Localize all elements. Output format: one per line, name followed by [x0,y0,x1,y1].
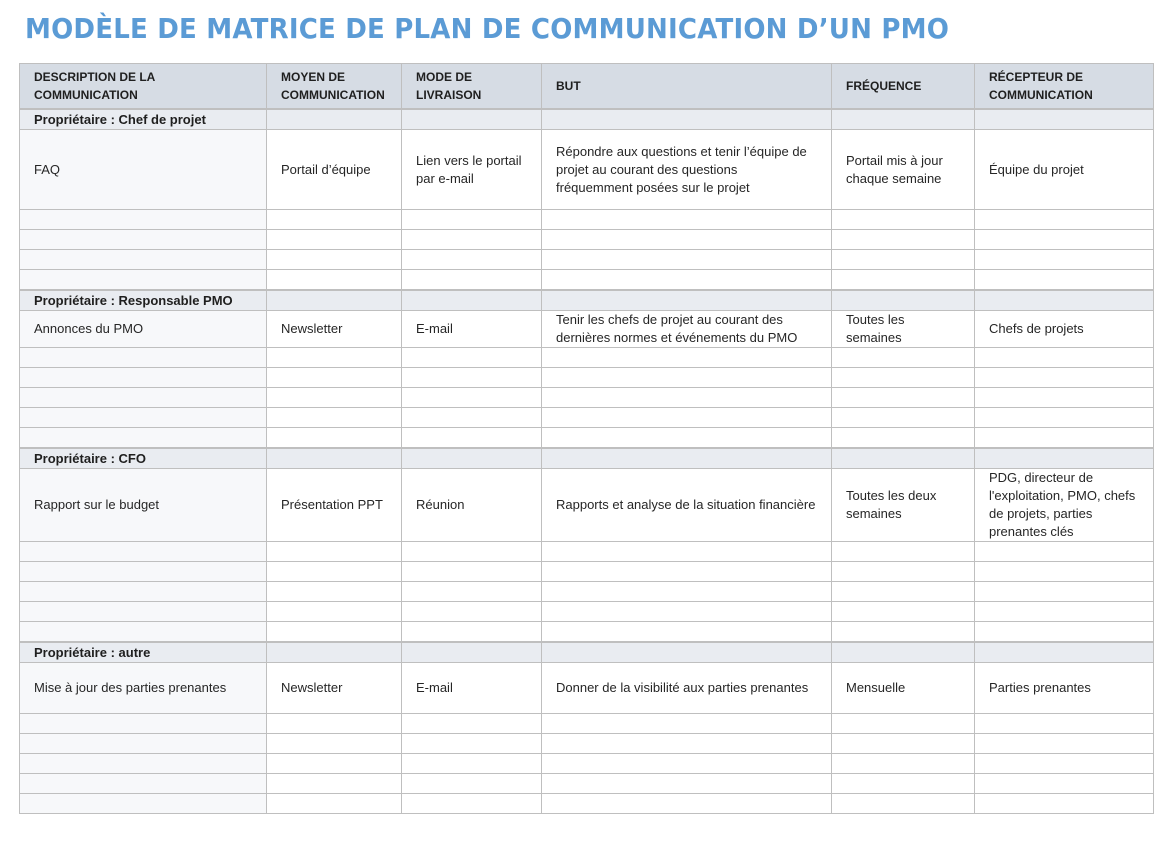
cell-medium[interactable]: Newsletter [267,311,402,348]
cell-frequency[interactable]: Toutes les semaines [832,311,975,348]
cell[interactable] [832,774,975,794]
cell[interactable] [975,109,1154,130]
cell[interactable] [832,714,975,734]
cell[interactable] [542,448,832,469]
cell[interactable] [20,542,267,562]
cell[interactable] [975,230,1154,250]
blank-row [20,348,1154,368]
cell[interactable] [267,210,402,230]
cell[interactable] [402,754,542,774]
cell[interactable] [542,210,832,230]
cell[interactable] [832,250,975,270]
cell[interactable] [267,448,402,469]
blank-row [20,714,1154,734]
cell[interactable] [542,270,832,291]
cell[interactable] [832,368,975,388]
cell[interactable] [975,562,1154,582]
table-row [20,663,1154,714]
cell[interactable] [20,388,267,408]
cell[interactable] [402,582,542,602]
cell[interactable] [267,428,402,449]
cell[interactable] [542,714,832,734]
cell[interactable] [20,428,267,449]
cell[interactable] [832,348,975,368]
blank-row [20,754,1154,774]
cell[interactable] [402,250,542,270]
cell[interactable] [402,542,542,562]
cell[interactable] [542,582,832,602]
group-row-owner [20,109,1154,130]
header-medium[interactable]: MOYEN DE COMMUNICATION [267,64,402,110]
cell[interactable] [832,408,975,428]
cell[interactable] [267,582,402,602]
header-recipient[interactable]: RÉCEPTEUR DE COMMUNICATION [975,64,1154,110]
cell[interactable] [542,622,832,643]
cell[interactable] [975,734,1154,754]
cell-delivery[interactable]: E-mail [402,663,542,714]
cell[interactable] [832,290,975,311]
blank-row [20,428,1154,449]
cell[interactable] [267,734,402,754]
cell[interactable] [832,754,975,774]
cell[interactable] [20,562,267,582]
cell-description[interactable]: Rapport sur le budget [20,469,267,542]
cell[interactable] [20,734,267,754]
cell[interactable] [402,428,542,449]
blank-row [20,388,1154,408]
cell[interactable] [402,109,542,130]
header-frequency[interactable]: FRÉQUENCE [832,64,975,110]
cell[interactable] [975,582,1154,602]
cell[interactable] [832,642,975,663]
cell[interactable] [832,230,975,250]
cell[interactable] [20,794,267,814]
cell[interactable] [267,602,402,622]
cell[interactable] [542,602,832,622]
cell-medium[interactable]: Portail d’équipe [267,130,402,210]
blank-row [20,582,1154,602]
cell[interactable] [267,270,402,291]
cell[interactable] [20,754,267,774]
cell[interactable] [20,582,267,602]
cell[interactable] [267,642,402,663]
cell-delivery[interactable]: E-mail [402,311,542,348]
cell[interactable] [542,794,832,814]
group-row-owner [20,642,1154,663]
cell[interactable] [832,734,975,754]
cell[interactable] [402,348,542,368]
cell-recipient[interactable]: Équipe du projet [975,130,1154,210]
cell-description[interactable]: Mise à jour des parties prenantes [20,663,267,714]
cell[interactable] [20,230,267,250]
cell[interactable] [975,368,1154,388]
cell[interactable] [832,388,975,408]
cell-medium[interactable]: Présentation PPT [267,469,402,542]
cell[interactable] [975,428,1154,449]
owner-label[interactable]: Propriétaire : CFO [20,448,267,469]
cell[interactable] [542,290,832,311]
cell[interactable] [267,562,402,582]
cell-description[interactable]: FAQ [20,130,267,210]
header-row [20,64,1154,110]
cell-frequency[interactable]: Toutes les deux semaines [832,469,975,542]
cell-description[interactable]: Annonces du PMO [20,311,267,348]
cell[interactable] [542,388,832,408]
cell[interactable] [20,210,267,230]
cell-recipient[interactable]: Parties prenantes [975,663,1154,714]
cell[interactable] [975,602,1154,622]
cell[interactable] [832,582,975,602]
cell[interactable] [402,774,542,794]
cell[interactable] [542,408,832,428]
table-row [20,130,1154,210]
cell[interactable] [975,250,1154,270]
cell[interactable] [975,210,1154,230]
cell[interactable] [20,714,267,734]
owner-label[interactable]: Propriétaire : Chef de projet [20,109,267,130]
header-description[interactable]: DESCRIPTION DE LA COMMUNICATION [20,64,267,110]
cell[interactable] [975,774,1154,794]
cell[interactable] [20,622,267,643]
cell[interactable] [402,642,542,663]
cell[interactable] [975,270,1154,291]
cell[interactable] [402,734,542,754]
cell[interactable] [975,622,1154,643]
cell[interactable] [267,754,402,774]
owner-label[interactable]: Propriétaire : Responsable PMO [20,290,267,311]
blank-row [20,270,1154,291]
cell[interactable] [975,754,1154,774]
blank-row [20,794,1154,814]
group-row-owner [20,448,1154,469]
cell[interactable] [832,602,975,622]
cell-purpose[interactable]: Donner de la visibilité aux parties prenantes [542,663,832,714]
cell[interactable] [542,754,832,774]
cell[interactable] [832,542,975,562]
cell[interactable] [402,448,542,469]
cell[interactable] [267,109,402,130]
cell[interactable] [542,428,832,449]
header-delivery[interactable]: MODE DE LIVRAISON [402,64,542,110]
cell[interactable] [267,774,402,794]
header-purpose[interactable]: BUT [542,64,832,110]
cell[interactable] [832,622,975,643]
table-row [20,311,1154,348]
cell-purpose[interactable]: Répondre aux questions et tenir l’équipe de projet au courant des questions fréquemment posées sur le projet [542,130,832,210]
cell[interactable] [402,794,542,814]
communication-matrix-table [19,63,1154,814]
cell[interactable] [975,448,1154,469]
cell[interactable] [975,794,1154,814]
cell[interactable] [832,448,975,469]
cell[interactable] [267,794,402,814]
cell[interactable] [402,408,542,428]
cell[interactable] [402,270,542,291]
cell[interactable] [542,562,832,582]
cell[interactable] [542,109,832,130]
cell[interactable] [975,388,1154,408]
cell[interactable] [20,270,267,291]
cell[interactable] [975,290,1154,311]
blank-row [20,602,1154,622]
cell[interactable] [20,348,267,368]
cell[interactable] [20,368,267,388]
cell[interactable] [975,348,1154,368]
cell[interactable] [402,290,542,311]
cell[interactable] [267,388,402,408]
cell[interactable] [20,774,267,794]
cell[interactable] [267,230,402,250]
cell[interactable] [832,210,975,230]
cell[interactable] [402,230,542,250]
owner-label[interactable]: Propriétaire : autre [20,642,267,663]
cell[interactable] [20,602,267,622]
cell[interactable] [267,368,402,388]
cell[interactable] [402,368,542,388]
cell[interactable] [267,542,402,562]
cell[interactable] [832,270,975,291]
cell[interactable] [832,428,975,449]
blank-row [20,210,1154,230]
blank-row [20,230,1154,250]
cell-recipient[interactable]: PDG, directeur de l'exploitation, PMO, chefs de projets, parties prenantes clés [975,469,1154,542]
blank-row [20,542,1154,562]
page-title: MODÈLE DE MATRICE DE PLAN DE COMMUNICATION D’UN PMO [25,12,950,45]
cell[interactable] [267,622,402,643]
blank-row [20,368,1154,388]
cell[interactable] [267,714,402,734]
blank-row [20,250,1154,270]
cell[interactable] [267,250,402,270]
cell[interactable] [267,290,402,311]
cell[interactable] [267,408,402,428]
cell[interactable] [975,542,1154,562]
blank-row [20,622,1154,643]
cell[interactable] [20,408,267,428]
cell[interactable] [402,562,542,582]
table-row [20,469,1154,542]
cell[interactable] [402,714,542,734]
cell[interactable] [542,542,832,562]
cell[interactable] [832,562,975,582]
cell[interactable] [975,408,1154,428]
blank-row [20,562,1154,582]
cell[interactable] [402,622,542,643]
cell[interactable] [542,348,832,368]
cell-delivery[interactable]: Réunion [402,469,542,542]
cell-delivery[interactable]: Lien vers le portail par e-mail [402,130,542,210]
cell-recipient[interactable]: Chefs de projets [975,311,1154,348]
cell-medium[interactable]: Newsletter [267,663,402,714]
cell[interactable] [542,642,832,663]
cell-purpose[interactable]: Rapports et analyse de la situation financière [542,469,832,542]
cell-purpose[interactable]: Tenir les chefs de projet au courant des dernières normes et événements du PMO [542,311,832,348]
blank-row [20,774,1154,794]
cell[interactable] [542,368,832,388]
cell[interactable] [267,348,402,368]
cell[interactable] [402,388,542,408]
cell[interactable] [402,602,542,622]
cell[interactable] [542,774,832,794]
cell[interactable] [832,109,975,130]
blank-row [20,408,1154,428]
cell[interactable] [975,642,1154,663]
cell[interactable] [542,250,832,270]
cell[interactable] [20,250,267,270]
cell[interactable] [542,230,832,250]
cell[interactable] [542,734,832,754]
group-row-owner [20,290,1154,311]
cell-frequency[interactable]: Mensuelle [832,663,975,714]
cell[interactable] [832,794,975,814]
blank-row [20,734,1154,754]
cell-frequency[interactable]: Portail mis à jour chaque semaine [832,130,975,210]
cell[interactable] [402,210,542,230]
cell[interactable] [975,714,1154,734]
